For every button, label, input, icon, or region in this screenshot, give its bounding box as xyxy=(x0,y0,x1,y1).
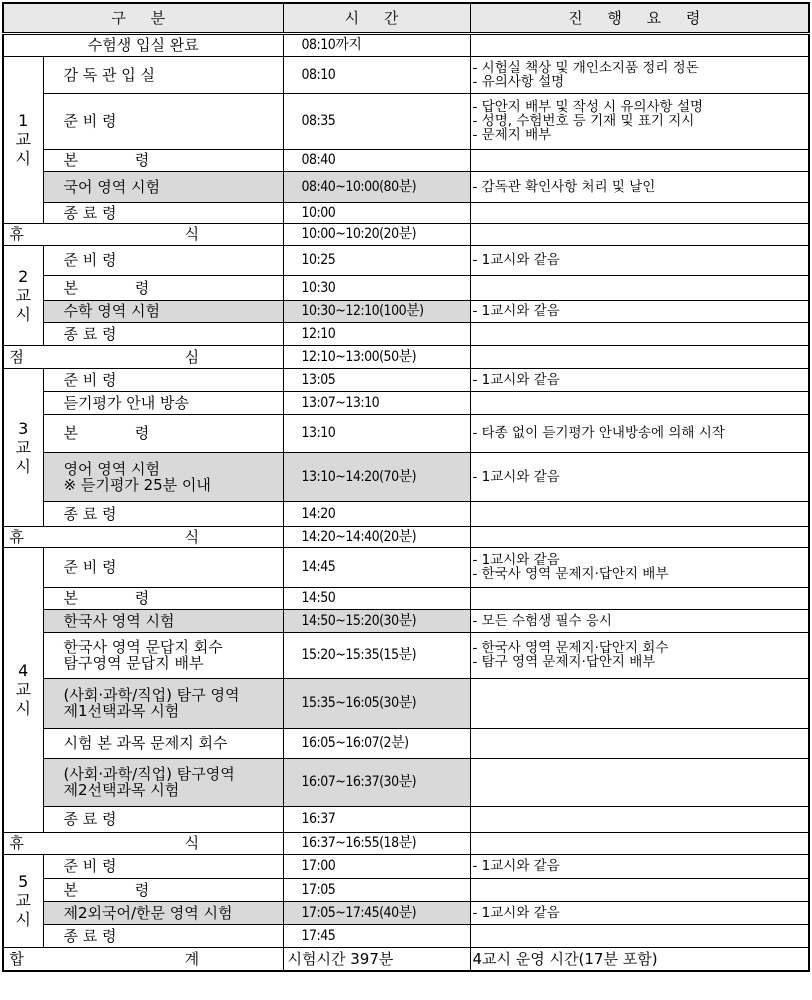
row-time: 17:05~17:45(40분) xyxy=(283,901,470,924)
row-time: 10:30~12:10(100분) xyxy=(283,300,470,322)
table-row xyxy=(3,632,809,678)
row-note xyxy=(470,149,809,171)
row-label: 종 료 령 xyxy=(43,924,283,947)
row-time: 17:45 xyxy=(283,924,470,947)
table-header xyxy=(3,3,809,33)
table-row xyxy=(3,878,809,901)
row-note: - 답안지 배부 및 작성 시 유의사항 설명 - 성명, 수험번호 등 기재 및 표기 지시 - 문제지 배부 xyxy=(470,93,809,149)
row-time: 13:05 xyxy=(283,368,470,391)
row-time: 14:20~14:40(20분) xyxy=(283,526,470,547)
row-time: 08:10까지 xyxy=(283,33,470,56)
row-label: 준 비 령 xyxy=(43,547,283,587)
session-4-label: 4 교 시 xyxy=(3,547,43,832)
table-row xyxy=(3,223,809,245)
row-note: - 1교시와 같음 xyxy=(470,368,809,391)
total-note: 4교시 운영 시간(17분 포함) xyxy=(470,947,809,971)
total-label: 합 계 xyxy=(3,947,283,971)
row-time: 15:35~16:05(30분) xyxy=(283,678,470,728)
table-row xyxy=(3,245,809,275)
table-row xyxy=(3,832,809,854)
row-time: 14:50 xyxy=(283,587,470,609)
session-5-label: 5 교 시 xyxy=(3,854,43,947)
table-row xyxy=(3,300,809,322)
table-row xyxy=(3,587,809,609)
row-note: - 모든 수험생 필수 응시 xyxy=(470,609,809,632)
row-label: 종 료 령 xyxy=(43,322,283,345)
table-row xyxy=(3,322,809,345)
row-time: 08:10 xyxy=(283,56,470,93)
row-label: 수학 영역 시험 xyxy=(43,300,283,322)
row-label: 감 독 관 입 실 xyxy=(43,56,283,93)
row-note: - 1교시와 같음 xyxy=(470,452,809,501)
table-row xyxy=(3,547,809,587)
table-row xyxy=(3,171,809,202)
header-procedure: 진 행 요 령 xyxy=(470,3,809,33)
row-time: 15:20~15:35(15분) xyxy=(283,632,470,678)
row-label: 준 비 령 xyxy=(43,854,283,878)
row-note xyxy=(470,806,809,832)
table-row xyxy=(3,56,809,93)
total-row xyxy=(3,947,809,971)
session-2-label: 2 교 시 xyxy=(3,245,43,345)
total-time: 시험시간 397분 xyxy=(283,947,470,971)
table-row xyxy=(3,93,809,149)
table-row xyxy=(3,526,809,547)
table-row xyxy=(3,149,809,171)
row-note: - 1교시와 같음 xyxy=(470,245,809,275)
row-label: 시험 본 과목 문제지 회수 xyxy=(43,728,283,758)
row-time: 14:50~15:20(30분) xyxy=(283,609,470,632)
table-row xyxy=(3,678,809,728)
session-3-label: 3 교 시 xyxy=(3,368,43,526)
row-label: 점 심 xyxy=(3,345,283,368)
row-note xyxy=(470,501,809,526)
row-label: 국어 영역 시험 xyxy=(43,171,283,202)
session-1-label: 1 교 시 xyxy=(3,56,43,223)
row-note: - 1교시와 같음 xyxy=(470,300,809,322)
row-note xyxy=(470,345,809,368)
row-note xyxy=(470,202,809,223)
table-row xyxy=(3,501,809,526)
row-time: 16:07~16:37(30분) xyxy=(283,758,470,806)
row-time: 10:00~10:20(20분) xyxy=(283,223,470,245)
row-label: 종 료 령 xyxy=(43,202,283,223)
row-label: 듣기평가 안내 방송 xyxy=(43,391,283,414)
row-time: 14:45 xyxy=(283,547,470,587)
row-note: - 1교시와 같음 xyxy=(470,901,809,924)
row-note xyxy=(470,728,809,758)
row-label: 준 비 령 xyxy=(43,368,283,391)
row-label: (사회·과학/직업) 탐구 영역 제1선택과목 시험 xyxy=(43,678,283,728)
row-note xyxy=(470,678,809,728)
row-label: 휴 식 xyxy=(3,832,283,854)
table-row xyxy=(3,901,809,924)
row-label: 본 령 xyxy=(43,878,283,901)
row-note: - 감독관 확인사항 처리 및 날인 xyxy=(470,171,809,202)
row-note: - 타종 없이 듣기평가 안내방송에 의해 시작 xyxy=(470,414,809,452)
table-row xyxy=(3,345,809,368)
row-time: 16:37~16:55(18분) xyxy=(283,832,470,854)
table-row xyxy=(3,33,809,56)
row-label: 휴 식 xyxy=(3,526,283,547)
table-row xyxy=(3,924,809,947)
row-note xyxy=(470,587,809,609)
row-time: 10:25 xyxy=(283,245,470,275)
exam-schedule-table xyxy=(2,2,810,972)
row-time: 13:07~13:10 xyxy=(283,391,470,414)
row-time: 12:10~13:00(50분) xyxy=(283,345,470,368)
row-time: 08:40 xyxy=(283,149,470,171)
row-note: - 1교시와 같음 xyxy=(470,854,809,878)
row-note: - 1교시와 같음 - 한국사 영역 문제지·답안지 배부 xyxy=(470,547,809,587)
row-time: 14:20 xyxy=(283,501,470,526)
row-label: 종 료 령 xyxy=(43,806,283,832)
row-label: 종 료 령 xyxy=(43,501,283,526)
row-time: 10:30 xyxy=(283,275,470,300)
row-time: 10:00 xyxy=(283,202,470,223)
row-time: 08:40~10:00(80분) xyxy=(283,171,470,202)
row-label: 수험생 입실 완료 xyxy=(3,33,283,56)
row-note xyxy=(470,322,809,345)
row-note xyxy=(470,391,809,414)
row-label: 제2외국어/한문 영역 시험 xyxy=(43,901,283,924)
row-note xyxy=(470,758,809,806)
row-label: 준 비 령 xyxy=(43,245,283,275)
table-row xyxy=(3,854,809,878)
header-category: 구 분 xyxy=(3,3,283,33)
table-row xyxy=(3,202,809,223)
row-label: (사회·과학/직업) 탐구영역 제2선택과목 시험 xyxy=(43,758,283,806)
row-note xyxy=(470,275,809,300)
row-note xyxy=(470,526,809,547)
schedule-page xyxy=(2,2,808,972)
row-time: 17:05 xyxy=(283,878,470,901)
row-note xyxy=(470,33,809,56)
table-row xyxy=(3,391,809,414)
row-label: 본 령 xyxy=(43,587,283,609)
row-time: 08:35 xyxy=(283,93,470,149)
row-time: 16:37 xyxy=(283,806,470,832)
table-row xyxy=(3,728,809,758)
row-label: 영어 영역 시험 ※ 듣기평가 25분 이내 xyxy=(43,452,283,501)
table-row xyxy=(3,275,809,300)
row-note: - 한국사 영역 문제지·답안지 회수 - 탐구 영역 문제지·답안지 배부 xyxy=(470,632,809,678)
row-label: 휴 식 xyxy=(3,223,283,245)
row-note xyxy=(470,878,809,901)
table-row xyxy=(3,609,809,632)
row-time: 12:10 xyxy=(283,322,470,345)
row-time: 13:10 xyxy=(283,414,470,452)
row-label: 준 비 령 xyxy=(43,93,283,149)
row-time: 16:05~16:07(2분) xyxy=(283,728,470,758)
row-note xyxy=(470,832,809,854)
header-time: 시 간 xyxy=(283,3,470,33)
table-row xyxy=(3,758,809,806)
table-row xyxy=(3,452,809,501)
row-note xyxy=(470,924,809,947)
table-row xyxy=(3,414,809,452)
row-label: 한국사 영역 문답지 회수 탐구영역 문답지 배부 xyxy=(43,632,283,678)
row-note xyxy=(470,223,809,245)
row-time: 17:00 xyxy=(283,854,470,878)
row-label: 본 령 xyxy=(43,149,283,171)
row-note: - 시험실 책상 및 개인소지품 정리 정돈 - 유의사항 설명 xyxy=(470,56,809,93)
row-label: 본 령 xyxy=(43,275,283,300)
row-time: 13:10~14:20(70분) xyxy=(283,452,470,501)
table-row xyxy=(3,368,809,391)
table-row xyxy=(3,806,809,832)
row-label: 본 령 xyxy=(43,414,283,452)
row-label: 한국사 영역 시험 xyxy=(43,609,283,632)
